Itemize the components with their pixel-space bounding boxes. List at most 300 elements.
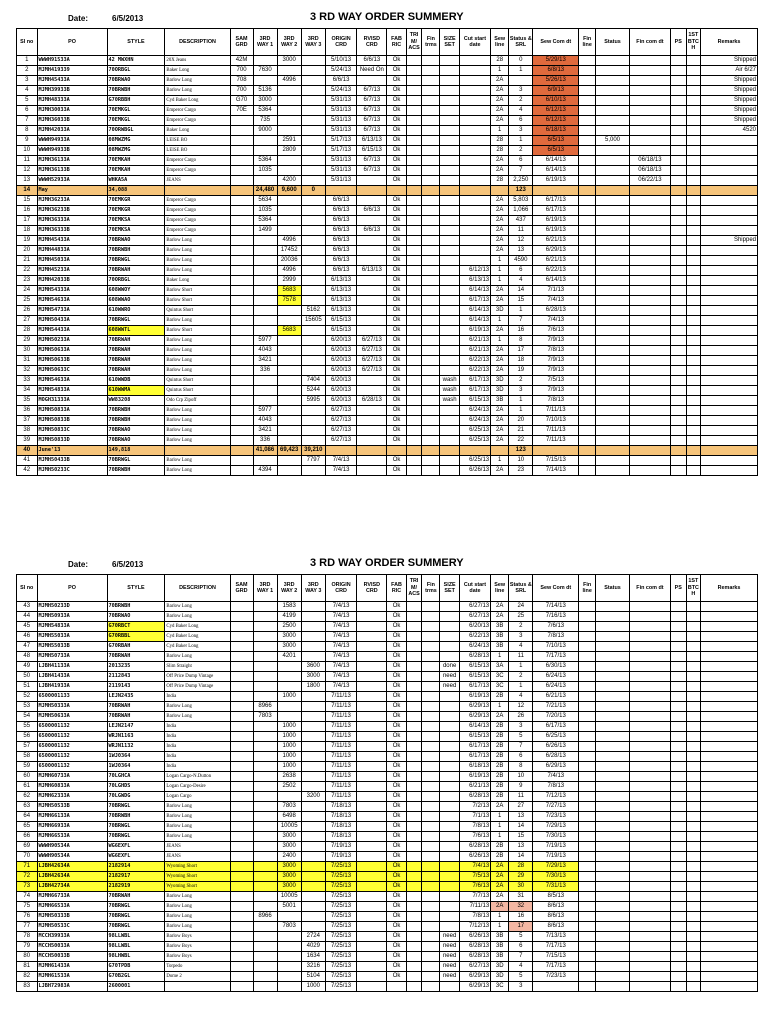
cell-status-srl: 5 [509,932,533,942]
table-row [17,842,758,852]
cell-sew-line: 3D [491,376,509,386]
cell-sew-com-dt: 7/9/13 [533,386,579,396]
cell-fin-trms [422,106,440,116]
cell-sew-line: 2A [491,436,509,446]
cell-fabric: Ok [387,156,406,166]
cell-sam-grd [230,802,253,812]
cell-si-no: 48 [17,652,38,662]
cell-sew-com-dt: 8/5/13 [533,892,579,902]
table-row [17,296,758,306]
cell-way2 [277,126,301,136]
cell-fin-line [579,892,596,902]
cell-trim-acs [406,932,422,942]
cell-origin-crd: 6/27/13 [325,436,356,446]
cell-first-batch [686,436,700,446]
cell-ps [670,832,686,842]
cell-ps [670,466,686,476]
cell-po: MJMH50233D [37,602,107,612]
cell-sew-line: 1 [491,126,509,136]
cell-po: MJMH60733A [37,772,107,782]
cell-sew-com-dt: 7/17/13 [533,962,579,972]
cell-po: MJMH50833D [37,436,107,446]
cell-way2 [277,942,301,952]
cell-status [596,306,630,316]
table-row [17,732,758,742]
cell-fabric: Ok [387,792,406,802]
cell-revised-crd: 6/7/13 [357,106,387,116]
cell-status [596,196,630,206]
cell-fin-line [579,902,596,912]
cell-remarks [701,316,758,326]
cell-sam-grd [230,116,253,126]
cell-fabric: Ok [387,336,406,346]
cell-po: WWWH90534A [37,852,107,862]
cell-status-srl: 16 [509,326,533,336]
cell-revised-crd [357,662,387,672]
cell-first-batch [686,752,700,762]
cell-remarks [701,702,758,712]
cell-size-set [440,922,459,932]
cell-po: MJMH50533B [37,802,107,812]
cell-si-no: 50 [17,672,38,682]
cell-trim-acs [406,912,422,922]
cell-ps [670,872,686,882]
cell-ps [670,692,686,702]
cell-fin-trms [422,702,440,712]
cell-fabric: Ok [387,256,406,266]
cell-way3 [301,612,325,622]
cell-way3 [301,176,325,186]
sheet-title: 3 RD WAY ORDER SUMMERY [310,11,464,23]
cell-style: 610WWDB [107,376,165,386]
cell-size-set [440,466,459,476]
cell-size-set [440,356,459,366]
cell-si-no: 6 [17,106,38,116]
cell-trim-acs [406,446,422,456]
cell-description: Barlow Long [165,366,230,376]
cell-status [596,832,630,842]
cell-revised-crd [357,932,387,942]
cell-size-set [440,316,459,326]
cell-status [596,962,630,972]
cell-first-batch [686,782,700,792]
cell-cut-start-date: 7/8/13 [459,912,490,922]
cell-sam-grd [230,146,253,156]
cell-size-set [440,416,459,426]
cell-ps [670,752,686,762]
cell-si-no: 79 [17,942,38,952]
cell-style: 70LGWDG [107,792,165,802]
cell-remarks [701,912,758,922]
cell-fin-line [579,226,596,236]
cell-way1 [253,622,277,632]
cell-po: LJBH41433A [37,672,107,682]
cell-trim-acs [406,832,422,842]
cell-trim-acs [406,226,422,236]
cell-first-batch [686,306,700,316]
cell-status-srl: 1 [509,682,533,692]
cell-origin-crd: 6/27/13 [325,426,356,436]
cell-style: 70EMKSA [107,216,165,226]
cell-description: Barlow Long [165,822,230,832]
cell-status [596,376,630,386]
cell-fabric: Ok [387,386,406,396]
cell-size-set [440,902,459,912]
cell-description: Barlow Long [165,416,230,426]
cell-way3 [301,862,325,872]
cell-fin-com-dt [629,722,670,732]
cell-po: MJMH55033B [37,642,107,652]
cell-remarks [701,672,758,682]
cell-si-no: 32 [17,366,38,376]
cell-remarks [701,256,758,266]
cell-po: MJMH45433A [37,236,107,246]
table-row [17,166,758,176]
cell-fin-trms [422,56,440,66]
cell-fin-line [579,792,596,802]
cell-fabric: Ok [387,902,406,912]
cell-way3 [301,436,325,446]
cell-way1 [253,872,277,882]
cell-fin-com-dt [629,662,670,672]
cell-origin-crd: 7/4/13 [325,456,356,466]
cell-size-set: need [440,672,459,682]
cell-status [596,426,630,436]
cell-ps [670,86,686,96]
cell-po: MJMH54633A [37,296,107,306]
cell-status-srl: 31 [509,892,533,902]
cell-fin-trms [422,356,440,366]
cell-status-srl: 14 [509,852,533,862]
cell-first-batch [686,852,700,862]
cell-sew-line: 2A [491,416,509,426]
cell-fabric: Ok [387,346,406,356]
cell-cut-start-date: 6/17/13 [459,386,490,396]
cell-si-no: 70 [17,852,38,862]
cell-size-set [440,106,459,116]
cell-sew-line: 28 [491,136,509,146]
cell-remarks [701,166,758,176]
cell-fin-line [579,306,596,316]
cell-fabric: Ok [387,822,406,832]
cell-way2: 2502 [277,782,301,792]
table-row [17,742,758,752]
cell-fin-com-dt [629,246,670,256]
cell-status-srl: 4 [509,692,533,702]
cell-ps [670,702,686,712]
cell-way2 [277,306,301,316]
cell-po: MJMH66133A [37,812,107,822]
cell-fabric: Ok [387,622,406,632]
cell-style: 08MWZMG [107,146,165,156]
cell-way2: 3000 [277,642,301,652]
cell-description: Emperor Cargo [165,156,230,166]
cell-fabric: Ok [387,456,406,466]
cell-remarks [701,286,758,296]
cell-first-batch [686,722,700,732]
cell-way2: 1583 [277,602,301,612]
cell-ps [670,156,686,166]
cell-remarks [701,982,758,992]
cell-way3: 1000 [301,982,325,992]
cell-fabric: Ok [387,892,406,902]
cell-sam-grd [230,136,253,146]
cell-fabric: Ok [387,682,406,692]
cell-first-batch [686,942,700,952]
cell-remarks [701,662,758,672]
cell-fabric: Ok [387,922,406,932]
cell-sew-line [491,446,509,456]
cell-way3 [301,86,325,96]
cell-fin-com-dt [629,672,670,682]
cell-remarks [701,396,758,406]
cell-remarks [701,136,758,146]
cell-style: 70BRWGL [107,922,165,932]
cell-fin-com-dt [629,56,670,66]
cell-status-srl: 3 [509,982,533,992]
cell-style: 610WWMA [107,386,165,396]
cell-sam-grd [230,376,253,386]
cell-first-batch [686,932,700,942]
cell-sew-com-dt: 7/14/13 [533,466,579,476]
cell-revised-crd [357,216,387,226]
cell-trim-acs [406,982,422,992]
cell-size-set [440,632,459,642]
cell-style: 2112843 [107,672,165,682]
cell-fin-trms [422,436,440,446]
cell-cut-start-date: 6/28/13 [459,952,490,962]
cell-si-no: 36 [17,406,38,416]
order-summary-sheet-1 [16,8,758,476]
cell-ps [670,456,686,466]
cell-sam-grd [230,762,253,772]
cell-sam-grd [230,752,253,762]
cell-sam-grd [230,722,253,732]
cell-status [596,912,630,922]
cell-status-srl: 6 [509,116,533,126]
cell-status-srl: 5 [509,972,533,982]
cell-fin-trms [422,86,440,96]
cell-status-srl: 15 [509,296,533,306]
cell-fin-trms [422,176,440,186]
cell-status-srl: 2 [509,672,533,682]
cell-style: 70BRWGL [107,256,165,266]
cell-way2 [277,972,301,982]
col-header-fabric: FAB RIC [387,575,406,602]
cell-revised-crd [357,962,387,972]
cell-revised-crd [357,822,387,832]
cell-way1: 3000 [253,96,277,106]
col-header-first-batch: 1ST BTC H [686,29,700,56]
cell-sam-grd [230,396,253,406]
cell-fin-line [579,662,596,672]
cell-ps [670,286,686,296]
cell-status [596,952,630,962]
cell-trim-acs [406,922,422,932]
cell-status-srl: 14 [509,822,533,832]
cell-remarks: Shipped [701,76,758,86]
table-row [17,662,758,672]
cell-fin-trms [422,942,440,952]
cell-sew-com-dt: 6/17/13 [533,206,579,216]
cell-style: 34,088 [107,186,165,196]
cell-sew-com-dt: 7/8/13 [533,782,579,792]
cell-ps [670,216,686,226]
cell-description: Barlow Long [165,892,230,902]
cell-status-srl: 5 [509,732,533,742]
cell-revised-crd: 6/27/13 [357,346,387,356]
cell-ps [670,962,686,972]
cell-si-no: 34 [17,386,38,396]
cell-status-srl: 4 [509,642,533,652]
cell-fin-trms [422,672,440,682]
cell-remarks [701,186,758,196]
cell-way1 [253,456,277,466]
cell-sew-line: 2B [491,772,509,782]
cell-trim-acs [406,652,422,662]
col-header-po: PO [37,575,107,602]
cell-way3: 3200 [301,792,325,802]
cell-revised-crd [357,682,387,692]
cell-si-no: 33 [17,376,38,386]
cell-style: 608WWOY [107,286,165,296]
cell-sam-grd [230,872,253,882]
cell-origin-crd: 6/27/13 [325,406,356,416]
cell-origin-crd: 6/20/13 [325,336,356,346]
cell-size-set [440,346,459,356]
cell-fabric: Ok [387,306,406,316]
cell-sew-com-dt: 7/27/13 [533,802,579,812]
cell-fin-trms [422,336,440,346]
cell-way3 [301,346,325,356]
cell-ps [670,386,686,396]
cell-po: MJMH45033A [37,256,107,266]
cell-trim-acs [406,456,422,466]
table-row [17,276,758,286]
cell-sew-line: 1 [491,812,509,822]
cell-sew-com-dt: 7/16/13 [533,612,579,622]
cell-fin-line [579,196,596,206]
cell-revised-crd: 6/7/13 [357,126,387,136]
cell-fin-line [579,972,596,982]
cell-status [596,416,630,426]
cell-fabric: Ok [387,962,406,972]
cell-sew-line: 2B [491,792,509,802]
cell-first-batch [686,266,700,276]
cell-status [596,662,630,672]
cell-first-batch [686,376,700,386]
cell-size-set: need [440,972,459,982]
cell-remarks [701,922,758,932]
cell-si-no: 43 [17,602,38,612]
cell-first-batch [686,156,700,166]
cell-sew-line: 2A [491,466,509,476]
cell-status [596,762,630,772]
cell-size-set [440,622,459,632]
cell-trim-acs [406,256,422,266]
cell-sew-line: 2B [491,852,509,862]
cell-sam-grd [230,126,253,136]
table-row [17,702,758,712]
cell-status [596,146,630,156]
cell-remarks [701,206,758,216]
cell-trim-acs [406,106,422,116]
cell-fin-line [579,822,596,832]
cell-fin-line [579,722,596,732]
cell-fin-line [579,236,596,246]
cell-status-srl: 13 [509,842,533,852]
cell-description: Slim Straight [165,662,230,672]
cell-status: 5,000 [596,136,630,146]
cell-si-no: 4 [17,86,38,96]
cell-po: MJMH42033B [37,276,107,286]
cell-description: LEISE BO [165,136,230,146]
cell-first-batch [686,446,700,456]
cell-description: LEISE BO [165,146,230,156]
cell-way1 [253,902,277,912]
table-row [17,892,758,902]
cell-way3 [301,96,325,106]
col-header-cut-start-date: Cut start date [459,29,490,56]
cell-ps [670,682,686,692]
cell-si-no: 64 [17,812,38,822]
table-row [17,692,758,702]
cell-fin-trms [422,982,440,992]
col-header-fin-trms: Fin trms [422,29,440,56]
order-table [16,28,758,476]
cell-way3: 0 [301,186,325,196]
cell-description: Barlow Long [165,236,230,246]
cell-fin-line [579,266,596,276]
cell-first-batch [686,216,700,226]
table-row [17,426,758,436]
cell-way2: 7803 [277,802,301,812]
cell-sam-grd [230,256,253,266]
cell-remarks: Shipped [701,106,758,116]
cell-size-set [440,732,459,742]
cell-cut-start-date: 6/14/13 [459,316,490,326]
cell-sew-com-dt: 8/6/13 [533,902,579,912]
cell-cut-start-date: 6/13/13 [459,276,490,286]
cell-style: G70RBBL [107,632,165,642]
cell-way2 [277,346,301,356]
cell-fabric: Ok [387,416,406,426]
cell-way1: 9000 [253,126,277,136]
cell-sew-com-dt: 7/23/13 [533,972,579,982]
cell-po: May [37,186,107,196]
cell-cut-start-date: 6/22/13 [459,356,490,366]
cell-trim-acs [406,972,422,982]
cell-way2 [277,406,301,416]
cell-revised-crd [357,742,387,752]
cell-si-no: 44 [17,612,38,622]
cell-fin-trms [422,446,440,456]
cell-way1: 336 [253,436,277,446]
cell-fin-trms [422,782,440,792]
cell-origin-crd: 7/4/13 [325,662,356,672]
cell-way3: 1800 [301,682,325,692]
cell-way2: 3000 [277,632,301,642]
cell-way3 [301,296,325,306]
cell-style: LEJN2435 [107,692,165,702]
cell-si-no: 61 [17,782,38,792]
cell-sew-com-dt: 6/28/13 [533,752,579,762]
cell-si-no: 53 [17,702,38,712]
cell-status-srl: 1 [509,396,533,406]
cell-way3 [301,842,325,852]
cell-style: 70EMKGR [107,196,165,206]
cell-cut-start-date: 6/26/13 [459,466,490,476]
